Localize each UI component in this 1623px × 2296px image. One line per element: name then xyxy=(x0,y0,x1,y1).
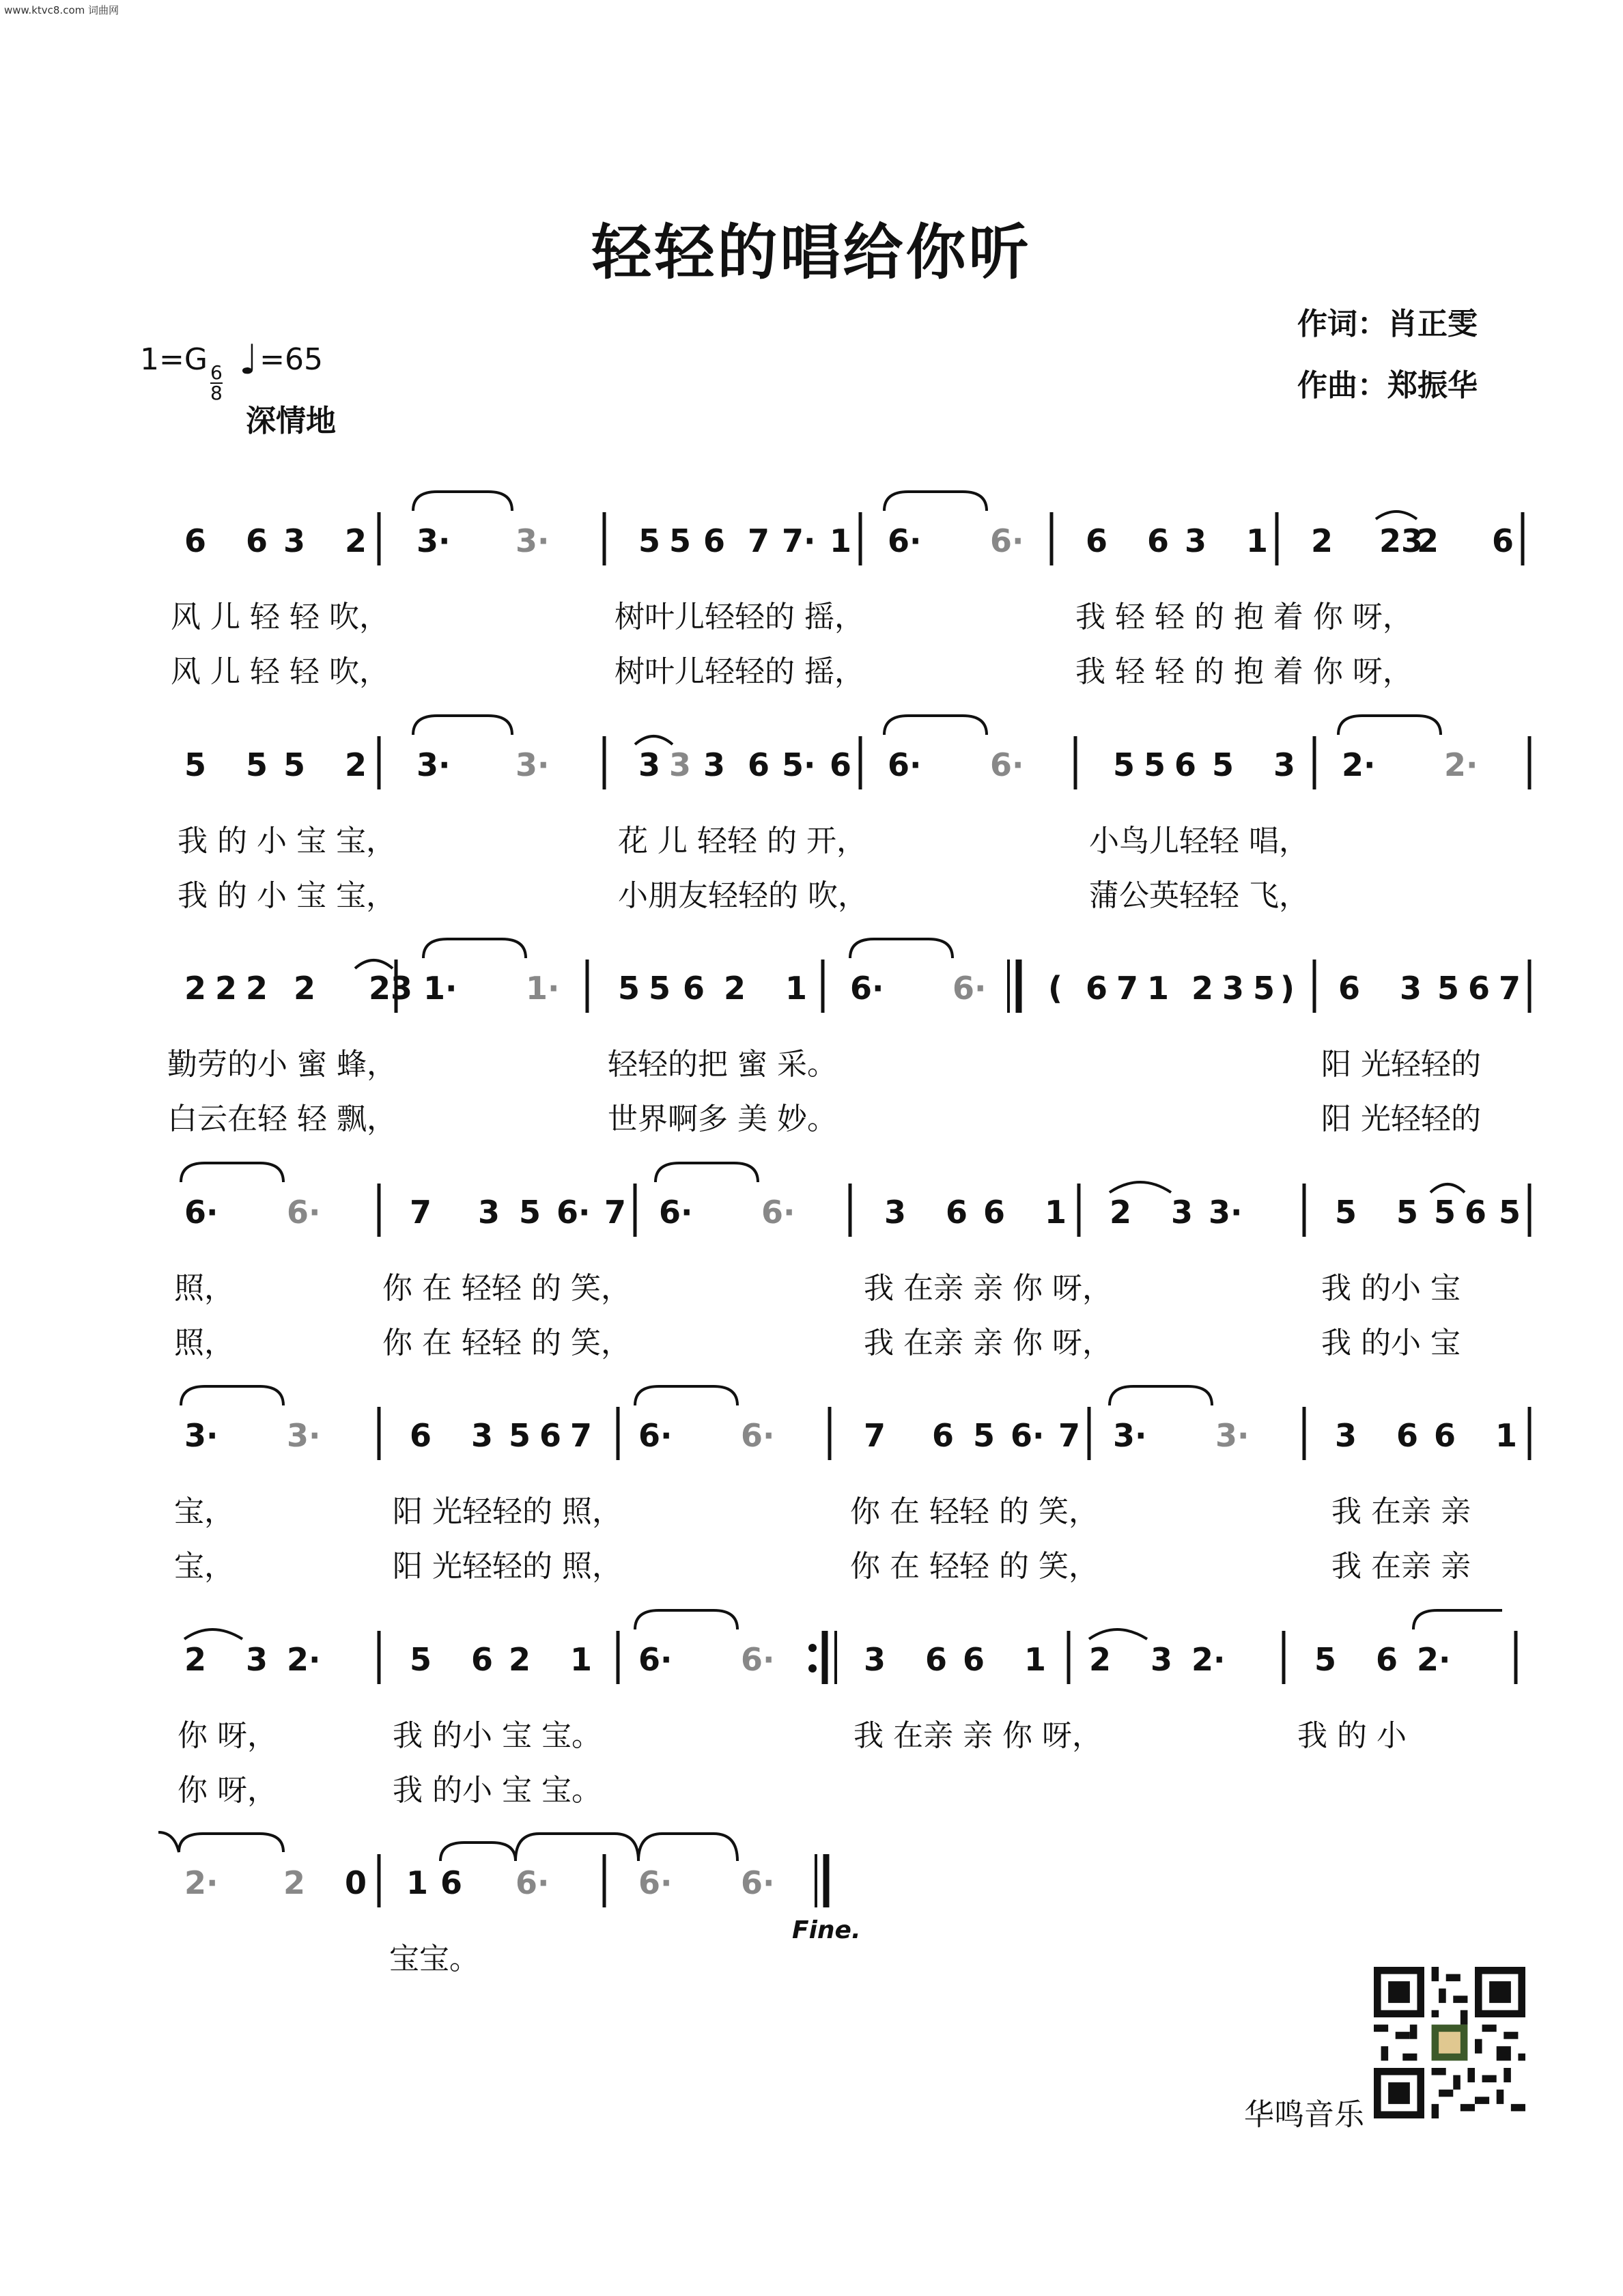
note: 2 xyxy=(294,970,316,1007)
expression-mark: 深情地 xyxy=(246,404,336,438)
lyric-segment: 风 儿 轻 轻 吹， xyxy=(171,600,389,634)
note: 6 xyxy=(1147,522,1170,559)
note: 7 xyxy=(1116,970,1139,1007)
slur xyxy=(655,1163,758,1182)
note: 3· xyxy=(184,1417,218,1454)
note: 5 xyxy=(973,1417,996,1454)
tie xyxy=(1376,512,1417,519)
note: 3 xyxy=(1171,1194,1194,1231)
lyric-segment: 白云在轻 轻 飘， xyxy=(167,1102,397,1136)
lyric-segment: 我 轻 轻 的 抱 着 你 呀， xyxy=(1075,654,1413,689)
tempo-value: =65 xyxy=(259,342,323,377)
note: 1 xyxy=(1045,1194,1067,1231)
note: 6· xyxy=(516,1864,550,1901)
note: 3 xyxy=(1185,522,1207,559)
lyric-segment: 轻轻的把 蜜 采。 xyxy=(608,1047,837,1082)
note: 6· xyxy=(1011,1417,1045,1454)
note: 3 xyxy=(669,746,692,783)
note: 5 xyxy=(618,970,640,1007)
lyric-segment: 你 呀， xyxy=(178,1718,277,1753)
note: 1 xyxy=(830,522,852,559)
note: 6 xyxy=(748,746,770,783)
lyric-segment: 我 的 小 宝 宝， xyxy=(178,824,396,858)
lyric-segment: 我 的小 宝 宝。 xyxy=(393,1718,602,1753)
lyric-segment: 我 的 小 宝 宝， xyxy=(178,878,396,913)
lyric-segment: 我 在亲 亲 你 呀， xyxy=(864,1271,1112,1306)
note: 2 xyxy=(184,1641,207,1678)
note: 2· xyxy=(1417,1641,1451,1678)
note: 6 xyxy=(925,1641,948,1678)
note: 5 xyxy=(410,1641,432,1678)
note: 23 xyxy=(1379,522,1424,559)
slur xyxy=(638,1834,737,1861)
note: 5 xyxy=(1314,1641,1337,1678)
note: 5 xyxy=(669,522,692,559)
lyric-segment: 我 的小 宝 xyxy=(1321,1326,1460,1360)
note: 1 xyxy=(570,1641,593,1678)
fine-mark: Fine. xyxy=(792,1916,861,1944)
note: 1· xyxy=(423,970,457,1007)
note: 6 xyxy=(539,1417,562,1454)
note: 2 xyxy=(184,970,207,1007)
slur xyxy=(516,1834,638,1861)
note: 2 xyxy=(509,1641,531,1678)
note: 5 xyxy=(509,1417,531,1454)
note: 3· xyxy=(516,746,550,783)
note: 5 xyxy=(1434,1194,1456,1231)
lyrics-layer xyxy=(167,600,1481,1976)
note: 6 xyxy=(471,1641,494,1678)
note: 5 xyxy=(638,522,661,559)
note: 6· xyxy=(184,1194,218,1231)
note: 6 xyxy=(1174,746,1197,783)
lyric-segment: 我 在亲 亲 xyxy=(1331,1494,1471,1529)
note: 0 xyxy=(345,1864,367,1901)
tie xyxy=(355,960,393,968)
qr-code-icon xyxy=(1374,1967,1525,2118)
slur xyxy=(635,1386,737,1405)
note: 3 xyxy=(1222,970,1245,1007)
slur xyxy=(1110,1386,1212,1405)
lyric-segment: 蒲公英轻轻 飞， xyxy=(1089,878,1309,913)
slur xyxy=(181,1386,283,1405)
note: 5 xyxy=(283,746,306,783)
note: 23 xyxy=(369,970,413,1007)
lyric-segment: 你 在 轻轻 的 笑， xyxy=(850,1494,1099,1529)
note: 6 xyxy=(1086,522,1108,559)
note: 6 xyxy=(1434,1417,1456,1454)
note: ) xyxy=(1280,970,1295,1007)
note: 3 xyxy=(478,1194,500,1231)
lyricist-credit: 作词：肖正雯 xyxy=(1297,307,1478,341)
note: 1 xyxy=(1147,970,1170,1007)
lyric-segment: 树叶儿轻轻的 摇， xyxy=(615,600,864,634)
lyric-segment: 宝， xyxy=(174,1549,234,1584)
lyric-segment: 小朋友轻轻的 吹， xyxy=(618,878,868,913)
lyric-segment: 花 儿 轻轻 的 开， xyxy=(618,824,866,858)
note: 5· xyxy=(782,746,816,783)
note: 6 xyxy=(440,1864,463,1901)
note: 6 xyxy=(932,1417,955,1454)
note: 2· xyxy=(287,1641,321,1678)
note: 6 xyxy=(1086,970,1108,1007)
tie xyxy=(635,736,673,744)
note: 6· xyxy=(952,970,987,1007)
note: 6· xyxy=(287,1194,321,1231)
note: 5 xyxy=(1396,1194,1419,1231)
note: 1 xyxy=(1495,1417,1518,1454)
lyric-segment: 我 在亲 亲 xyxy=(1331,1549,1471,1584)
lyric-segment: 你 在 轻轻 的 笑， xyxy=(850,1549,1099,1584)
note: 3 xyxy=(1273,746,1296,783)
note: 2· xyxy=(184,1864,218,1901)
note: 2 xyxy=(345,746,367,783)
note: 7· xyxy=(782,522,816,559)
note: 3 xyxy=(884,1194,907,1231)
lyric-segment: 小鸟儿轻轻 唱， xyxy=(1089,824,1309,858)
note: 2 xyxy=(1089,1641,1112,1678)
note: 6· xyxy=(850,970,884,1007)
note: 7 xyxy=(604,1194,627,1231)
composer-credit: 作曲：郑振华 xyxy=(1297,368,1478,403)
note: 6· xyxy=(659,1194,693,1231)
tie xyxy=(1430,1184,1465,1192)
note: 5 xyxy=(649,970,671,1007)
notes-layer xyxy=(184,522,1521,1901)
lyric-segment: 勤劳的小 蜜 蜂， xyxy=(167,1047,397,1082)
lyric-segment: 我 轻 轻 的 抱 着 你 呀， xyxy=(1075,600,1413,634)
lyric-segment: 我 的 小 xyxy=(1297,1718,1407,1753)
note: 7 xyxy=(1499,970,1521,1007)
lyric-segment: 世界啊多 美 妙。 xyxy=(608,1102,837,1136)
slur xyxy=(413,492,512,511)
note: 6 xyxy=(683,970,705,1007)
note: 3· xyxy=(417,522,451,559)
note: 2 xyxy=(1191,970,1214,1007)
lyric-segment: 我 在亲 亲 你 呀， xyxy=(853,1718,1102,1753)
note: 6· xyxy=(741,1641,775,1678)
slur xyxy=(181,1163,283,1182)
note: 1· xyxy=(526,970,560,1007)
note: 3· xyxy=(417,746,451,783)
note: 3· xyxy=(287,1417,321,1454)
note: 1 xyxy=(1024,1641,1047,1678)
note: 5 xyxy=(519,1194,541,1231)
note: 1 xyxy=(406,1864,429,1901)
note: 2 xyxy=(246,970,268,1007)
tie xyxy=(184,1629,242,1639)
repeat-dot xyxy=(808,1644,817,1652)
tie xyxy=(1089,1629,1147,1639)
note: 6· xyxy=(761,1194,795,1231)
key-signature: 1=G xyxy=(140,342,208,377)
note: 6 xyxy=(1465,1194,1487,1231)
note: 6 xyxy=(703,522,726,559)
note: 6 xyxy=(184,522,207,559)
note: 7 xyxy=(864,1417,886,1454)
lyric-segment: 宝宝。 xyxy=(389,1942,479,1976)
lyric-segment: 风 儿 轻 轻 吹， xyxy=(171,654,389,689)
note: 3 xyxy=(1400,970,1422,1007)
slur xyxy=(884,716,987,735)
slur xyxy=(440,1843,516,1861)
note: 6 xyxy=(946,1194,968,1231)
note: 1 xyxy=(1246,522,1269,559)
note: 6 xyxy=(1468,970,1491,1007)
note: 2· xyxy=(1342,746,1376,783)
note: 6 xyxy=(963,1641,985,1678)
slur xyxy=(423,939,526,958)
note: 5 xyxy=(1499,1194,1521,1231)
note: 5 xyxy=(1113,746,1135,783)
lyric-segment: 照， xyxy=(174,1326,234,1360)
note: 3· xyxy=(1215,1417,1250,1454)
lyric-segment: 我 的小 宝 宝。 xyxy=(393,1773,602,1808)
lyric-segment: 我 的小 宝 xyxy=(1321,1271,1460,1306)
note: 3 xyxy=(1335,1417,1357,1454)
lyric-segment: 树叶儿轻轻的 摇， xyxy=(615,654,864,689)
lyric-segment: 阳 光轻轻的 xyxy=(1321,1047,1481,1082)
note: 2· xyxy=(1191,1641,1226,1678)
note: 2 xyxy=(1417,522,1439,559)
note: 2 xyxy=(215,970,238,1007)
note: 5 xyxy=(1253,970,1275,1007)
note: 6 xyxy=(1396,1417,1419,1454)
lyric-segment: 你 呀， xyxy=(178,1773,277,1808)
note: 6· xyxy=(638,1641,673,1678)
slur xyxy=(1338,716,1441,735)
quarter-note-icon: ♩ xyxy=(238,336,259,384)
slur xyxy=(884,492,987,511)
publisher-label: 华鸣音乐 xyxy=(1244,2097,1364,2132)
song-title: 轻轻的唱给你听 xyxy=(591,217,1032,288)
lyric-segment: 照， xyxy=(174,1271,234,1306)
note: 6· xyxy=(556,1194,591,1231)
note: 7 xyxy=(570,1417,593,1454)
note: 6 xyxy=(246,522,268,559)
note: 2 xyxy=(1110,1194,1132,1231)
note: 3· xyxy=(516,522,550,559)
time-signature-numerator: 6 xyxy=(210,361,223,384)
note: 1 xyxy=(785,970,808,1007)
note: 2· xyxy=(1444,746,1478,783)
note: 3· xyxy=(1113,1417,1147,1454)
note: 5 xyxy=(1335,1194,1357,1231)
note: 6 xyxy=(830,746,852,783)
note: 7 xyxy=(748,522,770,559)
note: 3 xyxy=(864,1641,886,1678)
note: 2 xyxy=(724,970,746,1007)
lyric-segment: 你 在 轻轻 的 笑， xyxy=(382,1326,631,1360)
note: 6· xyxy=(990,522,1024,559)
note: 7 xyxy=(410,1194,432,1231)
note: 5 xyxy=(1437,970,1460,1007)
note: 5 xyxy=(246,746,268,783)
lyric-segment: 宝， xyxy=(174,1494,234,1529)
lyric-segment: 阳 光轻轻的 照， xyxy=(393,1549,622,1584)
note: 6· xyxy=(888,746,922,783)
lyric-segment: 我 在亲 亲 你 呀， xyxy=(864,1326,1112,1360)
time-signature-denominator: 8 xyxy=(210,382,223,404)
note: 2 xyxy=(345,522,367,559)
note: 7 xyxy=(1058,1417,1081,1454)
note: 6 xyxy=(983,1194,1006,1231)
note: 2 xyxy=(283,1864,306,1901)
note: 6· xyxy=(638,1417,673,1454)
watermark-text: www.ktvc8.com 词曲网 xyxy=(4,4,119,16)
note: 3 xyxy=(246,1641,268,1678)
lyric-segment: 阳 光轻轻的 照， xyxy=(393,1494,622,1529)
note: ( xyxy=(1048,970,1063,1007)
note: 5 xyxy=(1212,746,1234,783)
slur xyxy=(635,1610,737,1629)
lyric-segment: 你 在 轻轻 的 笑， xyxy=(382,1271,631,1306)
note: 6· xyxy=(638,1864,673,1901)
slur xyxy=(413,716,512,735)
note: 3 xyxy=(1151,1641,1173,1678)
note: 3 xyxy=(471,1417,494,1454)
note: 6· xyxy=(741,1417,775,1454)
note: 6· xyxy=(990,746,1024,783)
slur xyxy=(158,1832,283,1852)
note: 6· xyxy=(888,522,922,559)
note: 2 xyxy=(1311,522,1333,559)
note: 5 xyxy=(1144,746,1166,783)
repeat-dot xyxy=(808,1664,817,1672)
slur xyxy=(850,939,952,958)
note: 6 xyxy=(1376,1641,1398,1678)
note: 6 xyxy=(410,1417,432,1454)
tie xyxy=(1110,1182,1171,1192)
slur xyxy=(1413,1610,1502,1629)
note: 3 xyxy=(283,522,306,559)
note: 6 xyxy=(1492,522,1514,559)
note: 6· xyxy=(741,1864,775,1901)
lyric-segment: 阳 光轻轻的 xyxy=(1321,1102,1481,1136)
note: 5 xyxy=(184,746,207,783)
note: 3 xyxy=(703,746,726,783)
note: 3 xyxy=(638,746,661,783)
note: 3· xyxy=(1209,1194,1243,1231)
note: 6 xyxy=(1338,970,1361,1007)
